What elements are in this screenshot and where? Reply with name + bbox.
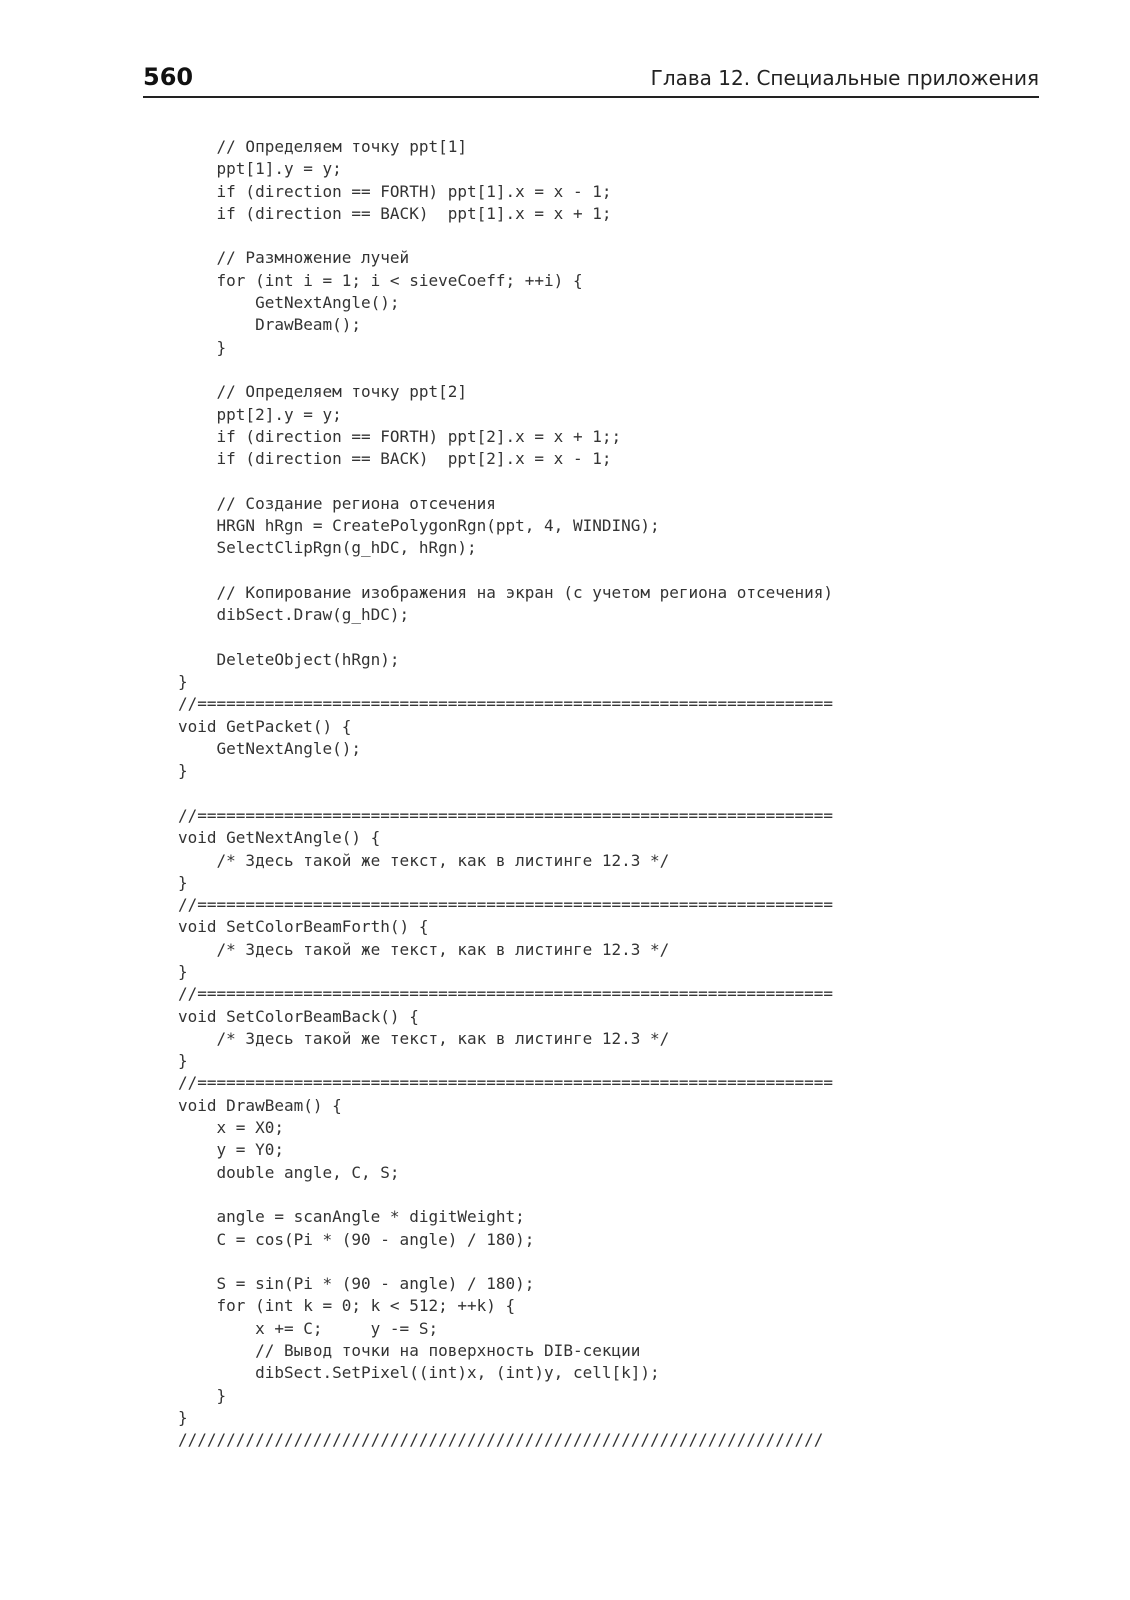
code-line: dibSect.Draw(g_hDC); (178, 605, 410, 625)
code-line: //================================================================== (178, 984, 834, 1004)
code-line: if (direction == BACK) ppt[1].x = x + 1; (178, 203, 612, 223)
code-line: for (int i = 1; i < sieveCoeff; ++i) { (178, 270, 583, 290)
code-line: // Копирование изображения на экран (с учетом региона отсечения) (178, 582, 834, 602)
code-line: // Создание региона отсечения (178, 493, 496, 513)
code-line (178, 1184, 1038, 1206)
code-line: // Определяем точку ppt[2] (178, 382, 467, 402)
code-line: y = Y0; (178, 1140, 284, 1160)
code-line: DeleteObject(hRgn); (178, 649, 400, 669)
code-line (178, 560, 1038, 582)
page-header (143, 60, 1039, 98)
code-line: void GetPacket() { (178, 716, 352, 736)
code-line: /* Здесь такой же текст, как в листинге 12.3 */ (178, 939, 670, 959)
code-line: if (direction == FORTH) ppt[1].x = x - 1; (178, 181, 612, 201)
code-line: x = X0; (178, 1118, 284, 1138)
chapter-title: Глава 12. Специальные приложения (650, 66, 1039, 90)
code-line (178, 225, 1038, 247)
code-line: DrawBeam(); (178, 315, 362, 335)
code-line: angle = scanAngle * digitWeight; (178, 1207, 525, 1227)
code-line: if (direction == FORTH) ppt[2].x = x + 1;; (178, 426, 622, 446)
code-line: GetNextAngle(); (178, 293, 400, 313)
code-line: } (178, 1051, 188, 1071)
code-line: x += C; y -= S; (178, 1318, 439, 1338)
code-line: //================================================================== (178, 1073, 834, 1093)
code-line: /* Здесь такой же текст, как в листинге 12.3 */ (178, 850, 670, 870)
code-line: void GetNextAngle() { (178, 828, 381, 848)
code-line: void DrawBeam() { (178, 1095, 342, 1115)
code-line (178, 627, 1038, 649)
code-line: } (178, 761, 188, 781)
page-number: 560 (143, 63, 194, 91)
code-line: // Размножение лучей (178, 248, 410, 268)
code-listing (178, 136, 1038, 1452)
code-line: /////////////////////////////////////////////////////////////////// (178, 1430, 824, 1450)
code-line: ppt[1].y = y; (178, 159, 342, 179)
code-line: } (178, 1407, 188, 1427)
code-line: /* Здесь такой же текст, как в листинге 12.3 */ (178, 1028, 670, 1048)
code-line: double angle, C, S; (178, 1162, 400, 1182)
code-line: } (178, 961, 188, 981)
code-line: //================================================================== (178, 694, 834, 714)
code-line: if (direction == BACK) ppt[2].x = x - 1; (178, 449, 612, 469)
code-line: // Определяем точку ppt[1] (178, 137, 467, 156)
code-line: SelectClipRgn(g_hDC, hRgn); (178, 538, 477, 558)
code-line: void SetColorBeamForth() { (178, 917, 429, 937)
code-line: //================================================================== (178, 895, 834, 915)
code-line: GetNextAngle(); (178, 739, 362, 759)
code-line: //================================================================== (178, 805, 834, 825)
code-line (178, 359, 1038, 381)
code-line (178, 470, 1038, 492)
code-line: HRGN hRgn = CreatePolygonRgn(ppt, 4, WINDING); (178, 516, 660, 536)
code-line: S = sin(Pi * (90 - angle) / 180); (178, 1274, 535, 1294)
code-line: } (178, 672, 188, 692)
code-line: } (178, 337, 227, 357)
code-line: C = cos(Pi * (90 - angle) / 180); (178, 1229, 535, 1249)
code-line: dibSect.SetPixel((int)x, (int)y, cell[k]); (178, 1363, 660, 1383)
code-line: // Вывод точки на поверхность DIB-секции (178, 1341, 641, 1361)
code-line: for (int k = 0; k < 512; ++k) { (178, 1296, 516, 1316)
code-line: void SetColorBeamBack() { (178, 1006, 419, 1026)
code-line: } (178, 872, 188, 892)
code-line (178, 783, 1038, 805)
code-line (178, 1251, 1038, 1273)
code-line: ppt[2].y = y; (178, 404, 342, 424)
code-line: } (178, 1385, 227, 1405)
